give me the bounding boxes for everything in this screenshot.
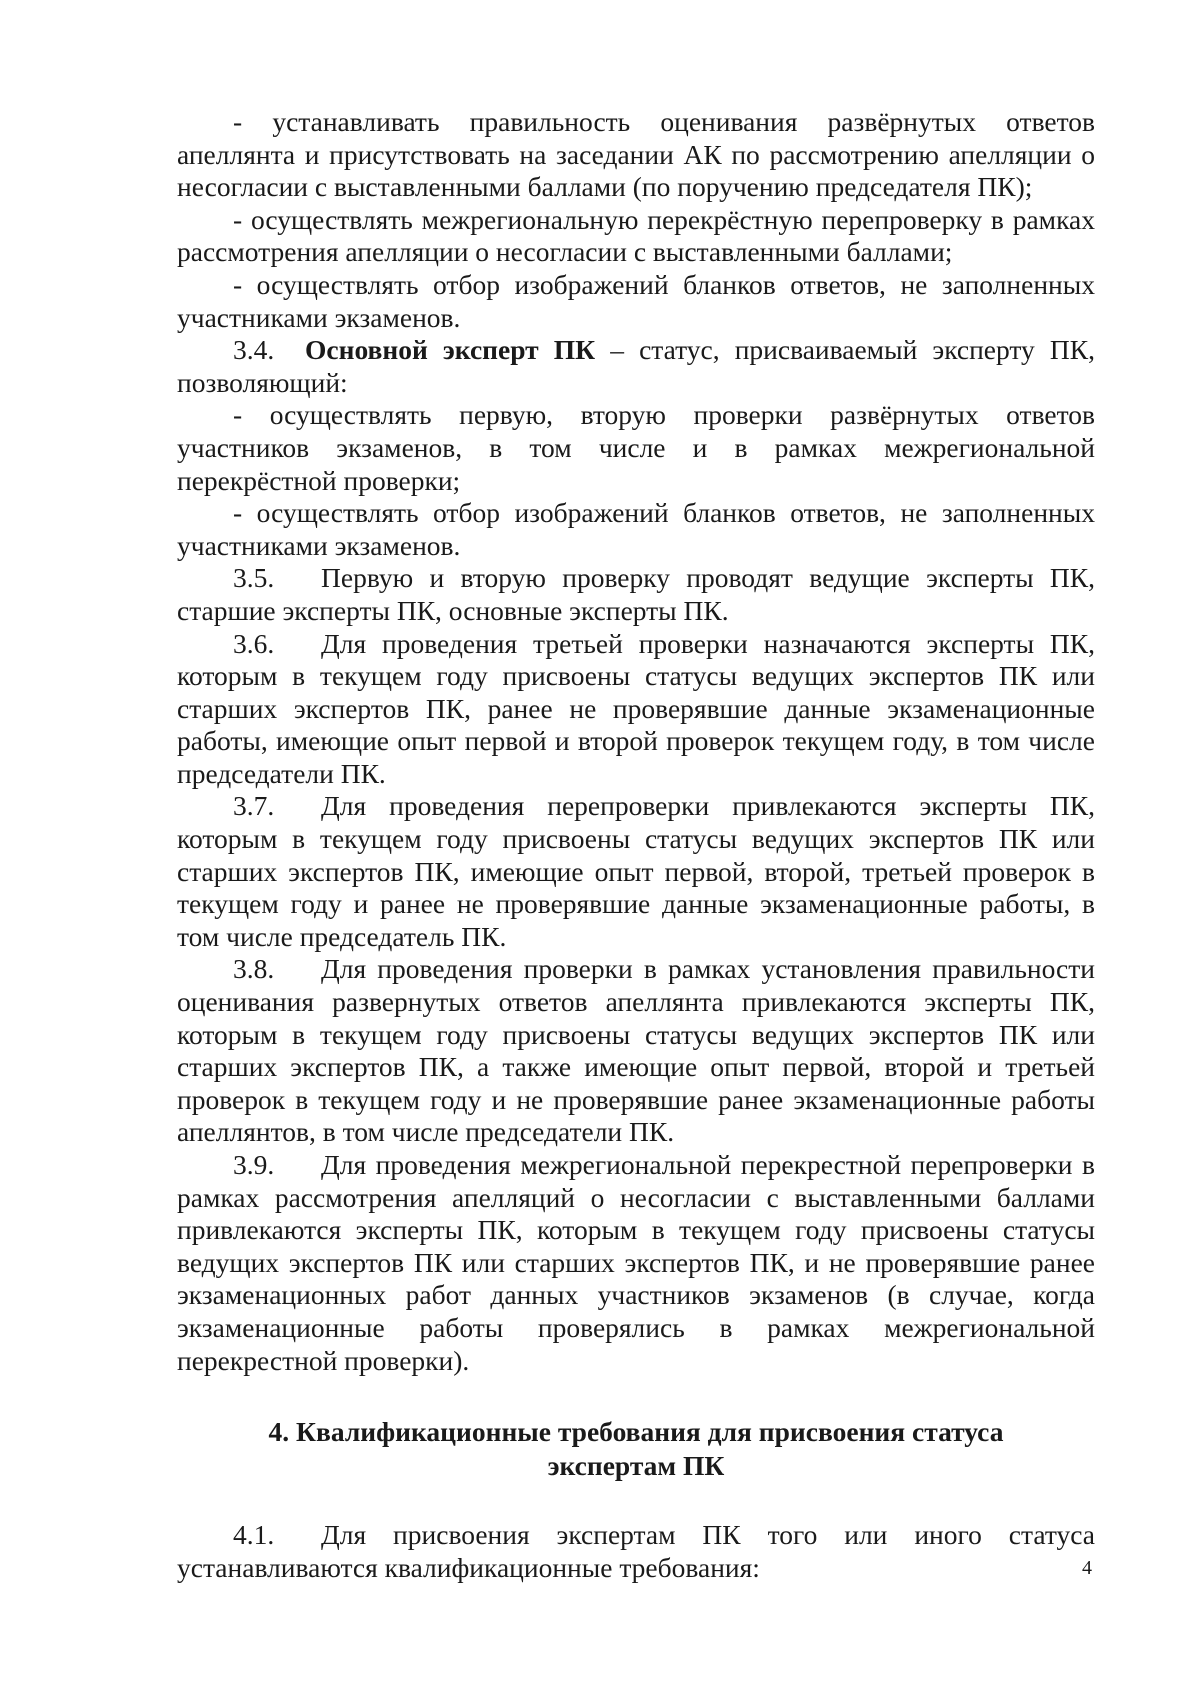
section-number: 4.1.	[233, 1519, 275, 1551]
section-number: 3.9.	[233, 1149, 275, 1180]
paragraph-text: Первую и вторую проверку проводят ведущие эксперты ПК, старшие эксперты ПК, основные эксперты ПК.	[177, 562, 1095, 626]
section-number: 3.7.	[233, 790, 275, 822]
paragraph-bullet-blank-selection: - осуществлять отбор изображений бланков ответов, не заполненных участниками экзаменов.	[177, 268, 1095, 333]
paragraph-text: Для проведения перепроверки привлекаются эксперты ПК, которым в текущем году присвоены статусы ведущих экспертов ПК или старших экспертов ПК, имеющие опыт первой, второй, третьей проверок в текущем году и ранее не проверявшие данные экзаменационные работы, в том числе председатель ПК.	[177, 790, 1095, 952]
heading-line-1: 4. Квалификационные требования для присвоения статуса	[268, 1416, 1004, 1448]
section-number: 3.5.	[233, 562, 275, 594]
section-number: 3.4.	[233, 334, 275, 366]
document-page	[177, 106, 1095, 1584]
section-number: 3.8.	[233, 953, 275, 985]
paragraph-3-7	[177, 790, 1095, 953]
heading-line-2: экспертам ПК	[547, 1450, 725, 1482]
paragraph-bullet-first-second-check: - осуществлять первую, вторую проверки развёрнутых ответов участников экзаменов, в том числе и в рамках межрегиональной перекрёстной проверки;	[177, 399, 1095, 496]
paragraph-3-4	[177, 334, 1095, 399]
term-main-expert: Основной эксперт ПК	[305, 334, 596, 366]
section-number: 3.6.	[233, 627, 275, 659]
section-4-heading	[177, 1415, 1095, 1483]
page-number: 4	[1082, 1557, 1092, 1579]
paragraph-text: Для проведения третьей проверки назначаются эксперты ПК, которым в текущем году присвоены статусы ведущих экспертов ПК или старших экспертов ПК, ранее не проверявшие данные экзаменационные работы, имеющие опыт первой и второй проверок текущем году, в том числе председатели ПК.	[177, 627, 1095, 789]
paragraph-3-8	[177, 953, 1095, 1149]
paragraph-text: Для проведения проверки в рамках установления правильности оценивания развернутых ответов апеллянта привлекаются эксперты ПК, которым в текущем году присвоены статусы ведущих экспертов ПК или старших экспертов ПК, а также имеющие опыт первой, второй и третьей проверок в текущем году и не проверявшие ранее экзаменационные работы апеллянтов, в том числе председатели ПК.	[177, 953, 1095, 1148]
paragraph-4-1	[177, 1519, 1095, 1584]
paragraph-bullet-appeal-check: - устанавливать правильность оценивания развёрнутых ответов апеллянта и присутствовать на заседании АК по рассмотрению апелляции о несогласии с выставленными баллами (по поручению председателя ПК);	[177, 106, 1095, 203]
paragraph-text: – статус, присваиваемый эксперту ПК, позволяющий:	[177, 334, 1095, 398]
paragraph-bullet-crosscheck: - осуществлять межрегиональную перекрёстную перепроверку в рамках рассмотрения апелляции о несогласии с выставленными баллами;	[177, 203, 1095, 268]
paragraph-text: Для проведения межрегиональной перекрестной перепроверки в рамках рассмотрения апелляций о несогласии с выставленными баллами привлекаются эксперты ПК, которым в текущем году присвоены статусы ведущих экспертов ПК или старших экспертов ПК, и не проверявшие ранее экзаменационных работ данных участников экзаменов (в случае, когда экзаменационные работы проверялись в рамках межрегиональной перекрестной проверки).	[177, 1149, 1095, 1376]
paragraph-text: Для присвоения экспертам ПК того или иного статуса устанавливаются квалификационные требования:	[177, 1519, 1095, 1583]
paragraph-bullet-blank-selection-2: - осуществлять отбор изображений бланков ответов, не заполненных участниками экзаменов.	[177, 497, 1095, 561]
paragraph-3-9	[177, 1149, 1095, 1377]
paragraph-3-6	[177, 628, 1095, 791]
paragraph-3-5	[177, 562, 1095, 627]
